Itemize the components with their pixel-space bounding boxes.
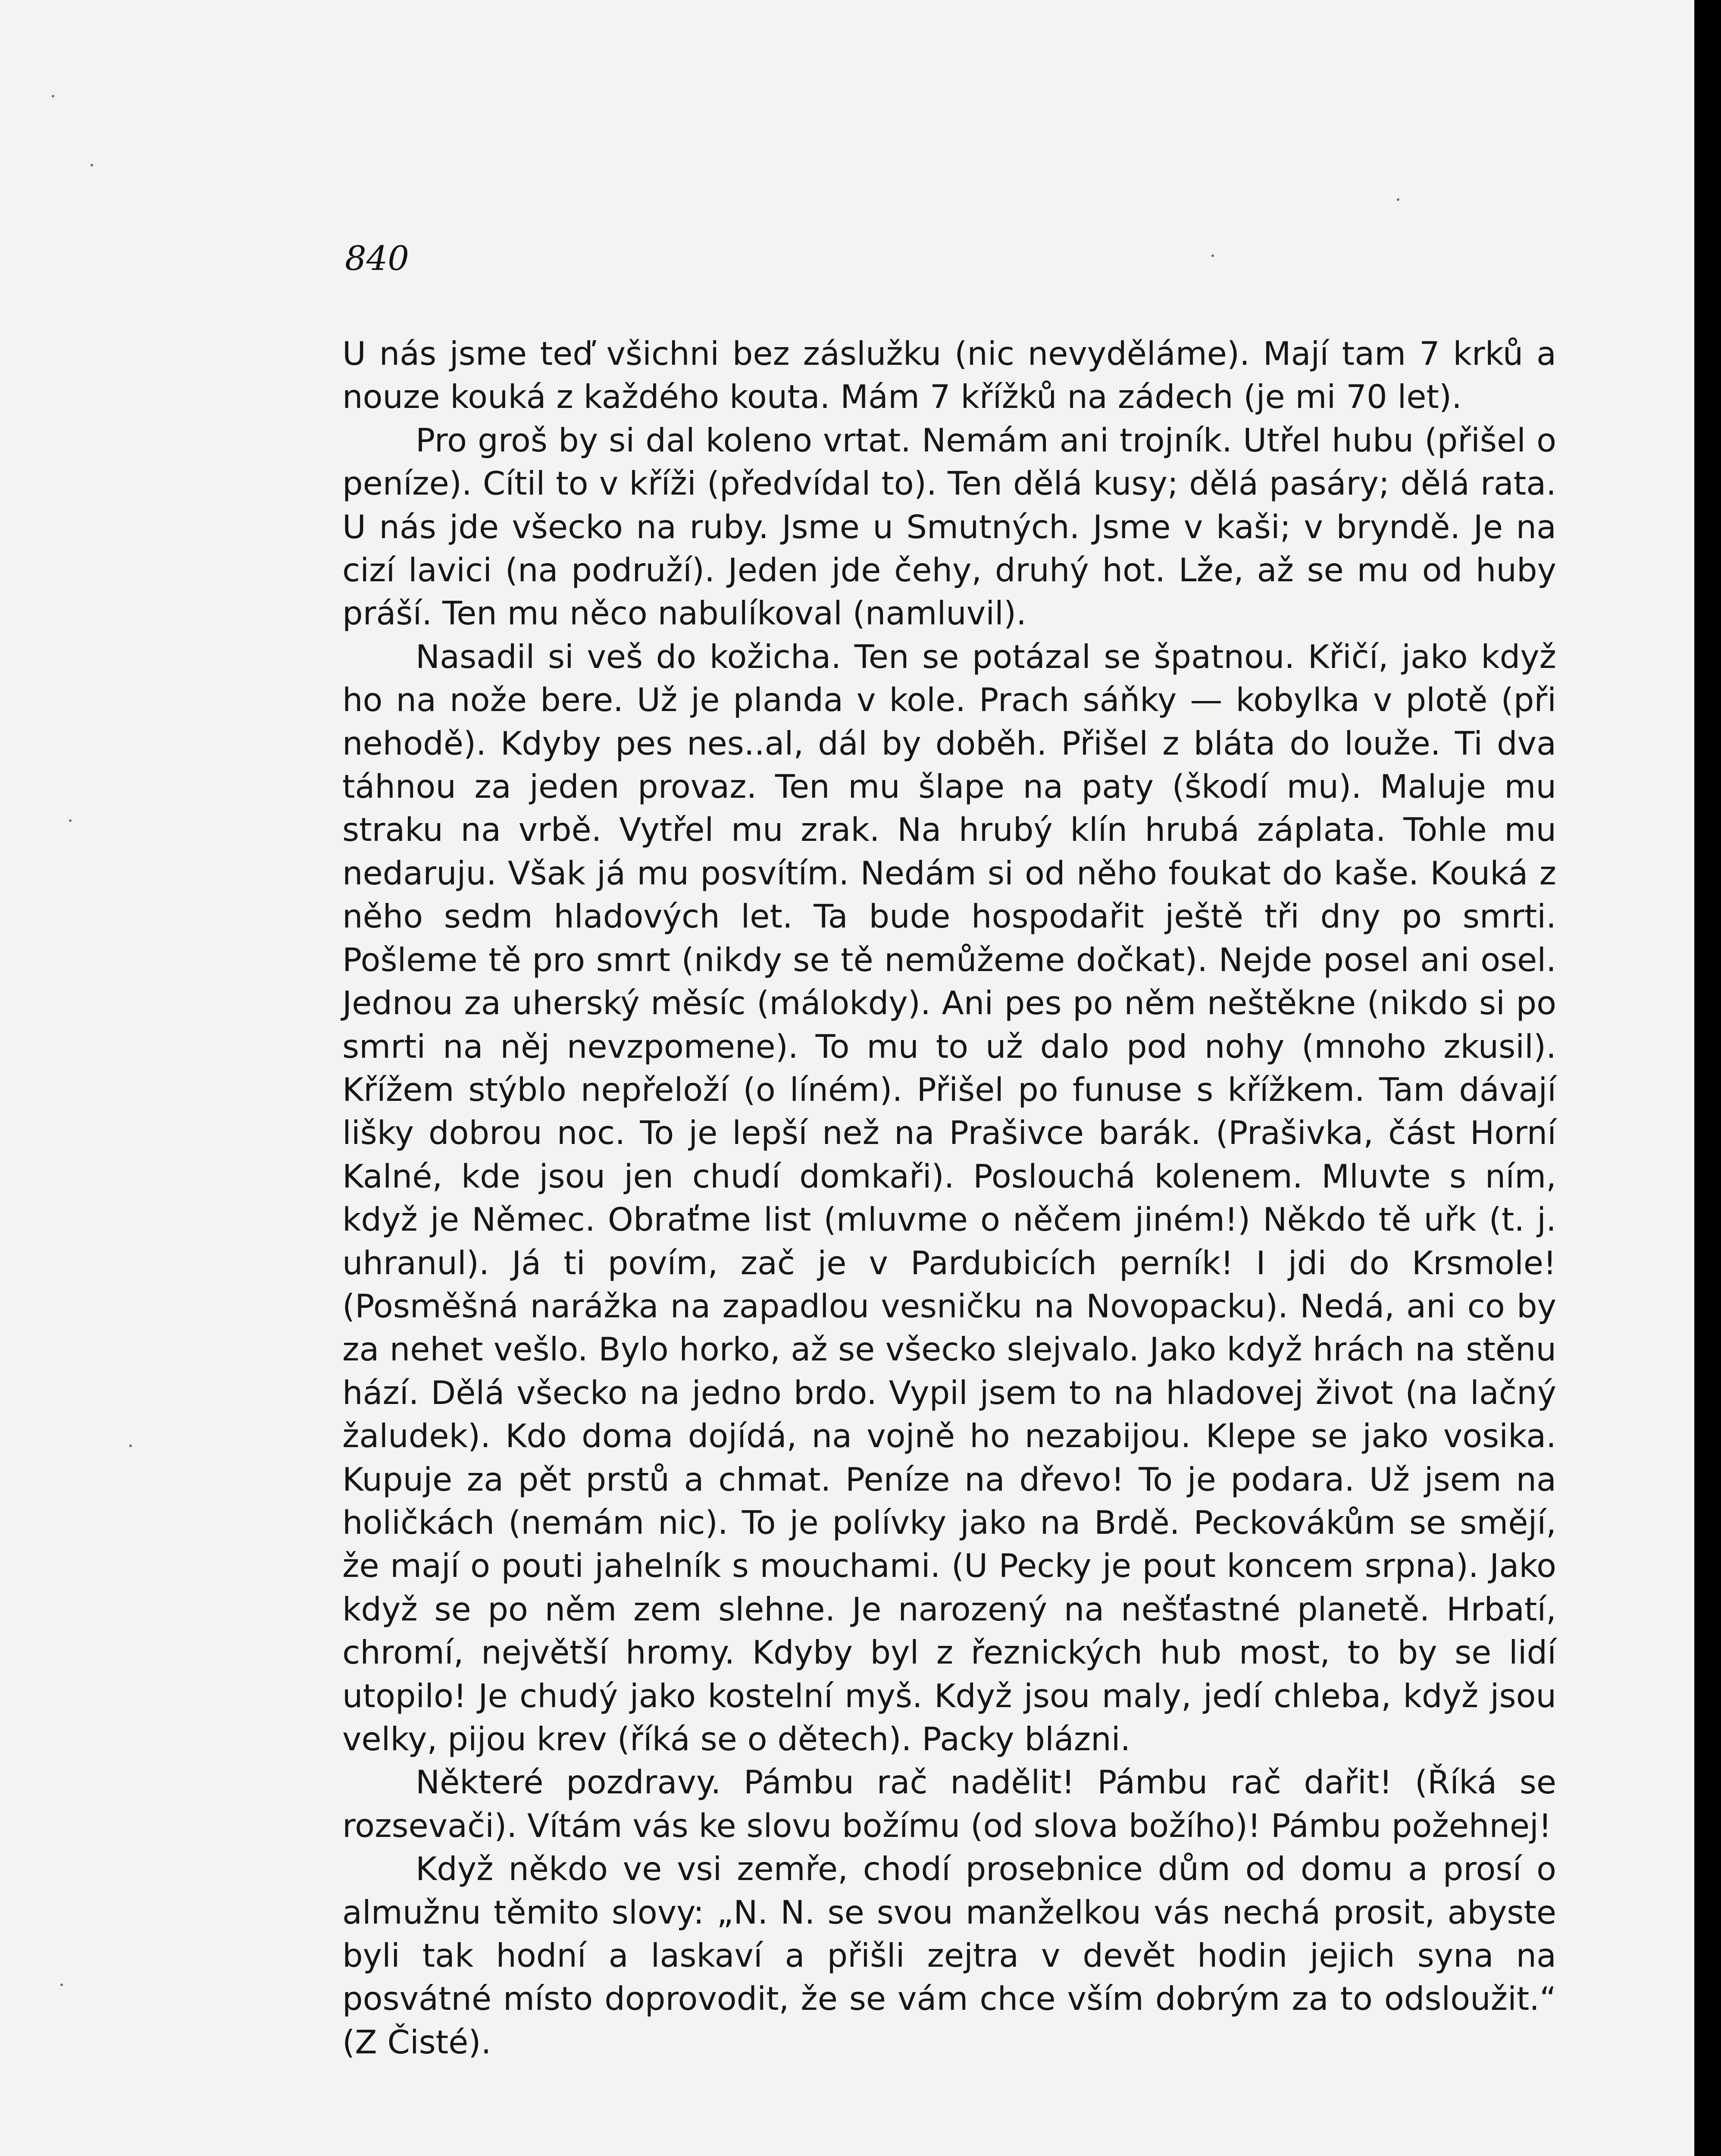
scan-right-edge — [1694, 0, 1721, 2156]
paragraph-3: Nasadil si veš do kožicha. Ten se potázal se špatnou. Křičí, jako když ho na nože bere. Už je planda v kole. Prach sáňky — kobylka v plotě (při nehodě). Kdyby pes nes..al, dál by doběh. Přišel z bláta do louže. Ti dva táhnou za jeden provaz. Ten mu šlape na paty (škodí mu). Maluje mu straku na vrbě. Vytřel mu zrak. Na hrubý klín hrubá záplata. Tohle mu nedaruju. Však já mu posvítím. Nedám si od něho foukat do kaše. Kouká z něho sedm hladových let. Ta bude hospodařit ještě tři dny po smrti. Pošleme tě pro smrt (nikdy se tě nemůžeme dočkat). Nejde posel ani osel. Jednou za uherský měsíc (málokdy). Ani pes po něm neštěkne (nikdo si po smrti na něj nevzpomene). To mu to už dalo pod nohy (mnoho zkusil). Křížem stýblo nepřeloží (o líném). Přišel po funuse s křížkem. Tam dávají lišky dobrou noc. To je lepší než na Prašivce barák. (Prašivka, část Horní Kalné, kde jsou jen chudí domkaři). Poslouchá kolenem. Mluvte s ním, když je Němec. Obraťme list (mluvme o něčem jiném!) Někdo tě uřk (t. j. uhranul). Já ti povím, zač je v Pardubicích perník! I jdi do Krsmole! (Posměšná narážka na zapadlou vesničku na Novopacku). Nedá, ani co by za nehet vešlo. Bylo horko, až se všecko slejvalo. Jako když hrách na stěnu hází. Dělá všecko na jedno brdo. Vypil jsem to na hladovej život (na lačný žaludek). Kdo doma dojídá, na vojně ho nezabijou. Klepe se jako vosika. Kupuje za pět prstů a chmat. Peníze na dřevo! To je podara. Už jsem na holičkách (nemám nic). To je polívky jako na Brdě. Peckovákům se smějí, že mají o pouti jahelník s mouchami. (U Pecky je pout koncem srpna). Jako když se po něm zem slehne. Je narozený na nešťastné planetě. Hrbatí, chromí, největší hromy. Kdyby byl z řeznických hub most, to by se lidí utopilo! Je chudý jako kostelní myš. Když jsou maly, jedí chleba, když jsou velky, pijou krev (říká se o dětech). Packy blázni. — [342, 637, 1556, 1758]
scan-speck — [91, 164, 93, 166]
paragraph-2: Pro groš by si dal koleno vrtat. Nemám ani trojník. Utřel hubu (přišel o peníze). Cítil to v kříži (předvídal to). Ten dělá kusy; dělá pasáry; dělá rata. U nás jde všecko na ruby. Jsme u Smutných. Jsme v kaši; v bryndě. Je na cizí lavici (na podruží). Jeden jde čehy, druhý hot. Lže, až se mu od huby práší. Ten mu něco nabulíkoval (namluvil). — [342, 421, 1556, 633]
scan-speck — [52, 95, 54, 97]
scan-speck — [1211, 254, 1214, 257]
scan-speck — [69, 819, 72, 822]
scan-speck — [60, 1984, 63, 1986]
page-body — [342, 332, 1556, 2064]
page-number: 840 — [345, 239, 409, 278]
scan-speck — [129, 1445, 132, 1447]
paragraph-4: Některé pozdravy. Pámbu rač nadělit! Pámbu rač dařit! (Říká se rozsevači). Vítám vás ke slovu božímu (od slova božího)! Pámbu požehnej! — [342, 1763, 1556, 1845]
paragraph-1: U nás jsme teď všichni bez záslužku (nic nevyděláme). Mají tam 7 krků a nouze kouká z každého kouta. Mám 7 křížků na zádech (je mi 70 let). — [342, 335, 1556, 416]
paragraph-5: Když někdo ve vsi zemře, chodí prosebnice dům od domu a prosí o almužnu těmito slovy: „N. N. se svou manželkou vás nechá prosit, abyste byli tak hodní a laskaví a přišli zejtra v devět hodin jejich syna na posvátné místo doprovodit, že se vám chce vším dobrým za to odsloužit.“ (Z Čisté). — [342, 1850, 1556, 2061]
scan-speck — [1397, 198, 1399, 201]
